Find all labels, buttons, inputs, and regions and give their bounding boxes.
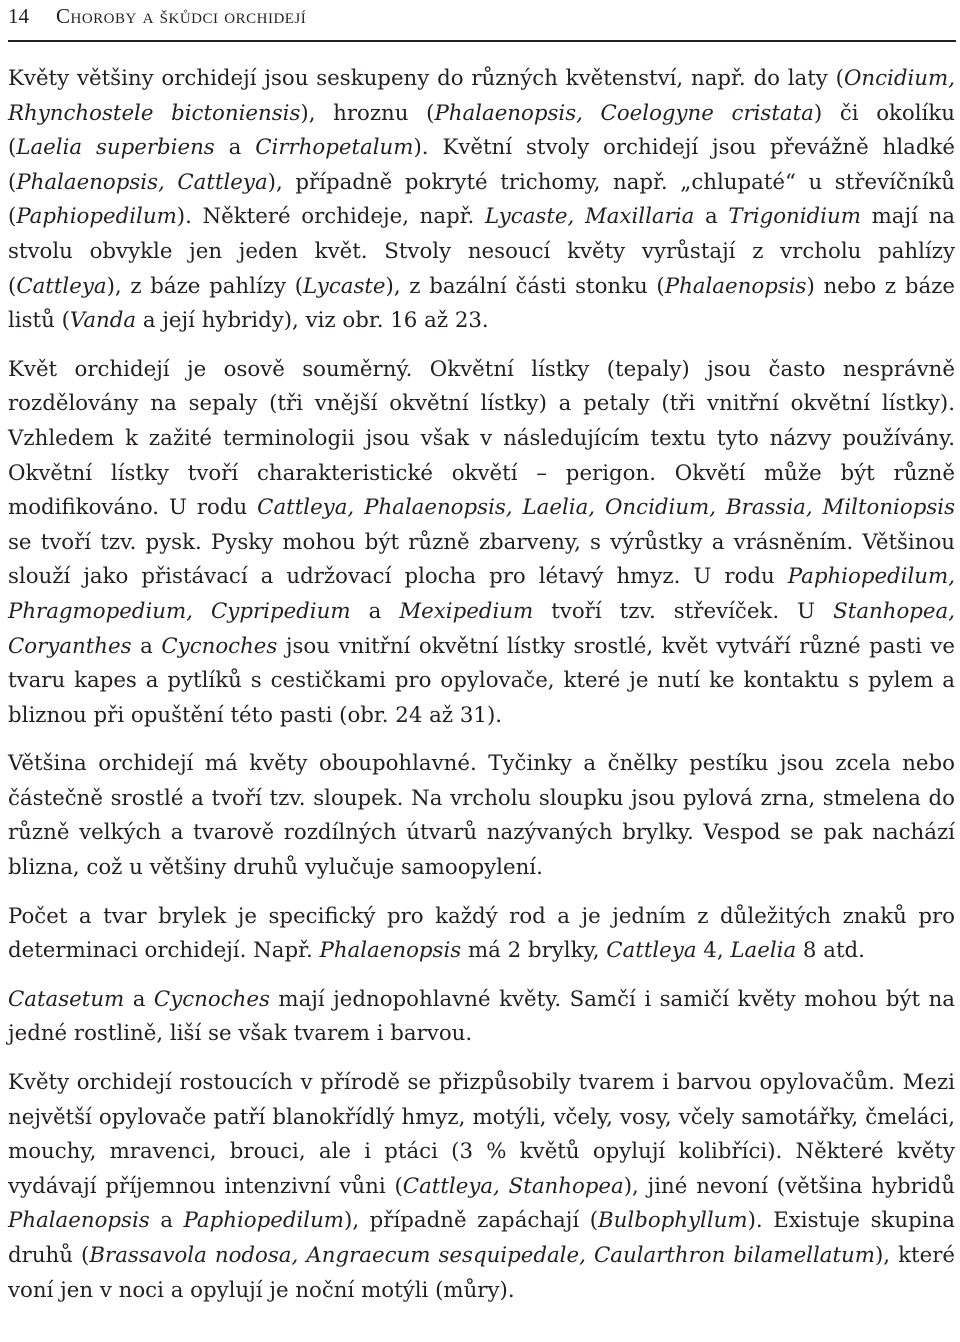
- paragraph-6: [8, 1066, 955, 1308]
- paragraph-4: [8, 900, 955, 969]
- text-run: ), které voní jen v noci a opylují je noční motýli (můry).: [8, 1243, 955, 1303]
- text-run: Květ orchidejí je osově souměrný. Okvětní lístky (tepaly) jsou často nesprávně rozdělovány na sepaly (tři vnější okvětní lístky) a petaly (tři vnitřní okvětní lístky). Vzhledem k zažité terminologii jsou však v následujícím textu tyto názvy používány. Okvětní lístky tvoří charakteristické okvětí – perigon. Okvětí může být různě modifikováno. U rodu: [8, 356, 955, 521]
- text-run: ), případně zapáchají (: [344, 1208, 599, 1234]
- italic-taxon: Bulbophyllum: [598, 1208, 748, 1234]
- running-header: [8, 0, 956, 42]
- text-run: mají na stvolu obvykle jen jeden květ. Stvoly nesoucí květy vyrůstají z vrcholu pahlízy (: [8, 204, 956, 299]
- text-run: a: [124, 986, 154, 1012]
- italic-taxon: Phalaenopsis, Cattleya: [16, 169, 268, 195]
- italic-taxon: Laelia superbiens: [16, 135, 215, 161]
- italic-taxon: Brassavola nodosa, Angraecum sesquipedale, Caularthron bilamellatum: [89, 1243, 875, 1268]
- text-run: 8 atd.: [796, 938, 865, 964]
- italic-taxon: Lycaste: [303, 273, 386, 299]
- text-run: se tvoří tzv. pysk. Pysky mohou být různě zbarveny, s výrůstky a vrásněním. Většinou slouží jako přistávací a udržovací plocha pro létavý hmyz. U rodu: [8, 529, 955, 590]
- text-run: Většina orchidejí má květy oboupohlavné. Tyčinky a čnělky pestíku jsou zcela nebo částečně srostlé a tvoří tzv. sloupek. Na vrcholu sloupku jsou pylová zrna, stmelena do různě velkých a tvarově rozdílných útvarů nazývaných brylky. Vespod se pak nachází blizna, což u většiny druhů vylučuje samoopylení.: [8, 751, 955, 881]
- text-run: Květy většiny orchidejí jsou seskupeny do různých květenství, např. do laty (: [8, 66, 844, 91]
- text-run: ), jiné nevoní (většina hybridů: [623, 1173, 955, 1199]
- text-run: jsou vnitřní okvětní lístky srostlé, květ vytváří různé pasti ve tvaru kapes a pytlíků s cestičkami pro opylovače, které je nutí ke kontaktu s pylem a bliznou při opuštění této pasti (obr. 24 až 31).: [8, 633, 955, 728]
- text-run: a: [131, 633, 162, 659]
- italic-taxon: Phalaenopsis: [319, 938, 462, 964]
- text-run: a: [694, 204, 729, 230]
- italic-taxon: Cattleya: [606, 938, 697, 964]
- text-run: tvoří tzv. střevíček. U: [533, 598, 834, 624]
- italic-taxon: Stanhopea, Coryanthes: [8, 598, 955, 659]
- text-run: ). Existuje skupina druhů (: [8, 1208, 955, 1268]
- italic-taxon: Phalaenopsis, Coelogyne cristata: [434, 100, 814, 126]
- italic-taxon: Paphiopedilum: [16, 204, 177, 230]
- page-number: 14: [8, 4, 29, 28]
- italic-taxon: Cattleya: [16, 273, 107, 299]
- italic-taxon: Cycnoches: [153, 986, 270, 1012]
- italic-taxon: Mexipedium: [399, 598, 534, 624]
- italic-taxon: Catasetum: [8, 986, 125, 1012]
- text-run: Květy orchidejí rostoucích v přírodě se přizpůsobily tvarem i barvou opylovačům. Mezi největší opylovače patří blanokřídlý hmyz, motýli, včely, vosy, včely samotářky, čmeláci, mouchy, mravenci, brouci, ale i ptáci (3 % květů opylují kolibříci). Některé květy vydávají příjemnou intenzivní vůni (: [8, 1070, 955, 1199]
- italic-taxon: Phalaenopsis: [8, 1208, 150, 1234]
- body-text: [8, 62, 955, 1308]
- italic-taxon: Vanda: [69, 308, 137, 334]
- italic-taxon: Cattleya, Phalaenopsis, Laelia, Oncidium, Brassia, Miltoniopsis: [257, 495, 955, 521]
- text-run: ). Květní stvoly orchidejí jsou převážně hladké (: [8, 135, 955, 195]
- text-run: ), hroznu (: [300, 100, 435, 126]
- text-run: ), případně pokryté trichomy, např. „chlupaté“ u střevíčníků (: [8, 169, 955, 230]
- text-run: a její hybridy), viz obr. 16 až 23.: [136, 308, 489, 334]
- text-run: ), z bazální části stonku (: [385, 273, 665, 299]
- italic-taxon: Cycnoches: [161, 633, 278, 659]
- paragraph-5: [8, 983, 955, 1052]
- italic-taxon: Paphiopedilum: [183, 1208, 345, 1234]
- italic-taxon: Trigonidium: [728, 204, 861, 230]
- paragraph-2: [8, 353, 955, 734]
- paragraph-3: [8, 747, 955, 885]
- italic-taxon: Oncidium, Rhynchostele bictoniensis: [8, 66, 955, 126]
- text-run: a: [214, 135, 256, 161]
- text-run: ). Některé orchideje, např.: [176, 204, 485, 230]
- text-run: ) nebo z báze listů (: [8, 273, 955, 334]
- paragraph-1: [8, 62, 955, 339]
- italic-taxon: Cirrhopetalum: [255, 135, 414, 161]
- italic-taxon: Paphiopedilum, Phragmopedium, Cypripedium: [8, 564, 955, 624]
- italic-taxon: Phalaenopsis: [664, 273, 807, 299]
- text-run: Počet a tvar brylek je specifický pro každý rod a je jedním z důležitých znaků pro determinaci orchidejí. Např.: [8, 903, 955, 964]
- chapter-title: Choroby a škůdci orchidejí: [56, 4, 307, 28]
- italic-taxon: Laelia: [730, 938, 797, 964]
- text-run: ) či okolíku (: [8, 100, 955, 161]
- text-run: mají jednopohlavné květy. Samčí i samičí květy mohou být na jedné rostlině, liší se však tvarem i barvou.: [8, 986, 955, 1047]
- text-run: a: [149, 1208, 184, 1234]
- italic-taxon: Cattleya, Stanhopea: [402, 1173, 624, 1199]
- text-run: ), z báze pahlízy (: [106, 273, 304, 299]
- text-run: a: [350, 598, 400, 624]
- text-run: má 2 brylky,: [461, 938, 607, 964]
- text-run: 4,: [696, 938, 731, 964]
- italic-taxon: Lycaste, Maxillaria: [485, 204, 695, 230]
